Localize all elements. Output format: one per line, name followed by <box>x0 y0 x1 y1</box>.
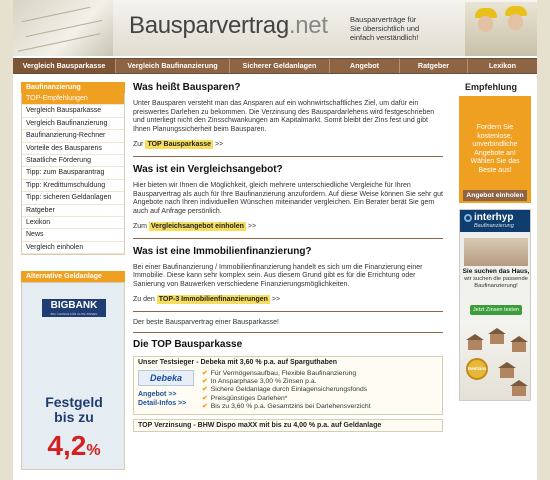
section-vergleichsangebot <box>133 164 443 239</box>
nav-sichere-geldanlagen[interactable]: Sicherer Geldanlagen <box>230 59 330 73</box>
bigbank-ad[interactable] <box>21 282 125 470</box>
family-photo <box>464 238 528 266</box>
sidebar-item-tipp-bausparantrag[interactable]: Tipp: zum Bausparantrag <box>22 167 124 179</box>
feature-item <box>202 370 371 378</box>
feature-text: In Ansparphase 3,00 % Zinsen p.a. <box>210 378 317 386</box>
section-title: Was ist eine Immobilienfinanzierung? <box>133 245 312 257</box>
rate-value: 4,2 <box>47 430 87 462</box>
interhyp-headline: Sie suchen das Haus, <box>462 268 530 275</box>
top-bausparkasse-title: Die TOP Bausparkasse <box>133 338 243 350</box>
main-nav <box>13 58 537 74</box>
sidebar-item-vergleich-bausparkasse[interactable]: Vergleich Bausparkasse <box>22 105 124 117</box>
offer-head: Unser Testsieger - Debeka mit 3,60 % p.a. auf Sparguthaben <box>138 358 338 366</box>
vergleichsangebot-link[interactable]: Vergleichsangebot einholen <box>150 222 244 230</box>
interhyp-ad[interactable] <box>459 209 531 401</box>
nav-vergleich-baufinanzierung[interactable]: Vergleich Baufinanzierung <box>116 59 230 73</box>
main-content <box>133 82 443 436</box>
interhyp-ring-icon <box>464 214 472 222</box>
check-icon: ✔ <box>202 369 208 377</box>
empfehlung-text: Fordern Sie kostenlose, unverbindliche Angebote an! Wählen Sie das Beste aus! <box>470 124 520 174</box>
link-arrows: >> <box>214 140 224 148</box>
offer-features <box>202 370 371 411</box>
festgeld-line-2: bis zu <box>54 409 94 426</box>
bestzins-coin-icon: Bestzins <box>466 358 488 380</box>
page <box>13 0 537 480</box>
sidebar-item-lexikon[interactable]: Lexikon <box>22 217 124 229</box>
interhyp-brand: interhyp <box>474 212 514 223</box>
link-arrows: >> <box>247 222 257 230</box>
offer-bhw <box>133 419 443 432</box>
debeka-logo: Debeka <box>138 370 194 386</box>
left-sidebar <box>21 82 125 470</box>
sidebar-menu <box>21 93 125 255</box>
workers-photo <box>465 2 537 56</box>
top-bausparkasse-link[interactable]: TOP Bausparkasse <box>147 140 212 148</box>
empfehlung-box <box>459 96 531 203</box>
sidebar-item-vergleich-baufinanzierung[interactable]: Vergleich Baufinanzierung <box>22 118 124 130</box>
nav-angebot[interactable]: Angebot <box>330 59 400 73</box>
section-text: Unter Bausparen versteht man das Ansparen auf ein wohnwirtschaftliches Ziel, um dafür ein preiswertes Darlehen zu bekommen. Die Verzinsung des Bauspardarlehens wird festgeschrieben und unterliegt nicht den Zinsschwankungen am Kapitalmarkt. Somit bleibt der Zins fest und gibt Ihnen Planungssicherheit beim Bausparen. <box>133 100 435 134</box>
header <box>13 0 537 56</box>
link-prefix: Zu den <box>133 295 155 303</box>
section-immobilienfinanzierung <box>133 246 443 312</box>
feature-text: Sichere Geldanlage durch Einlagensicherungsfonds <box>210 386 368 394</box>
nav-lexikon[interactable]: Lexikon <box>488 61 517 70</box>
logo-text: Bausparvertrag <box>129 12 289 39</box>
sidebar-item-tipp-umschuldung[interactable]: Tipp: Kredittumschuldung <box>22 180 124 192</box>
tagline-line-1: Bausparverträge für <box>350 15 417 24</box>
section-link-row <box>133 141 443 148</box>
feature-text: Für Vermögensaufbau, Flexible Baufinanzierung <box>210 369 357 377</box>
section-title: Was ist ein Vergleichsangebot? <box>133 163 283 175</box>
sidebar-item-news[interactable]: News <box>22 229 124 241</box>
section-text: Bei einer Baufinanzierung / Immobilienfinanzierung handelt es sich um die Finanzierung einer Immobilie. Diese kann sehr komplex sein. Aus diesem Grund gibt es für die Errichtung oder Sanierung von Bauwerken verschiedene Finanzierungsmöglichkeiten. <box>133 263 423 289</box>
angebot-link[interactable]: Angebot >> <box>138 390 177 398</box>
feature-text: Preisgünstiges Darlehen* <box>210 394 288 402</box>
rate-unit: % <box>86 442 101 460</box>
sidebar-item-rechner[interactable]: Baufinanzierung-Rechner <box>22 130 124 142</box>
bigbank-logo <box>42 299 106 317</box>
festgeld-text <box>22 395 125 425</box>
tagline <box>350 15 470 42</box>
link-prefix: Zum <box>133 222 147 230</box>
interhyp-sub: Baufinanzierung <box>474 223 514 229</box>
empfehlung-title: Empfehlung <box>465 82 517 92</box>
interhyp-logo <box>460 210 531 232</box>
nav-ratgeber[interactable]: Ratgeber <box>400 59 468 73</box>
check-icon: ✔ <box>202 386 208 394</box>
sidebar-item-foerderung[interactable]: Staatliche Förderung <box>22 155 124 167</box>
feature-item <box>202 395 371 403</box>
check-icon: ✔ <box>202 378 208 386</box>
section-title: Was heißt Bausparen? <box>133 82 241 93</box>
sidebar-item-vergleich-einholen[interactable]: Vergleich einholen <box>22 242 124 254</box>
feature-item <box>202 378 371 386</box>
detail-infos-link[interactable]: Detail-Infos >> <box>138 399 187 407</box>
interhyp-button[interactable]: Jetzt Zinsen testen <box>470 305 522 315</box>
sidebar-item-vorteile[interactable]: Vorteile des Bausparens <box>22 143 124 155</box>
section-text: Hier bieten wir Ihnen die Möglichkeit, gleich mehrere unterschiedliche Vergleiche für Ihren Bausparvertrag als auch für Ihre Baufinanzierung anzufordern. Auf diese Weise können Sie sehr gut Angebote nach Ihren individuellen Wünschen miteinander vergleichen. Ein Berater berät Sie gern auch auf Anfrage persönlich. <box>133 181 444 215</box>
sidebar-item-ratgeber[interactable]: Ratgeber <box>22 205 124 217</box>
section-link-row <box>133 223 443 230</box>
section-bausparen <box>133 82 443 157</box>
sidebar-item-top-empfehlungen[interactable]: TOP-Empfehlungen <box>22 93 124 105</box>
top3-immobilien-link[interactable]: TOP-3 Immobilienfinanzierungen <box>158 295 268 303</box>
feature-item <box>202 403 371 411</box>
right-sidebar <box>455 82 537 401</box>
check-icon: ✔ <box>202 394 208 402</box>
nav-vergleich-bausparkasse[interactable]: Vergleich Bausparkasse <box>13 59 116 73</box>
site-logo[interactable] <box>129 12 328 40</box>
link-arrows: >> <box>271 295 281 303</box>
link-prefix: Zur <box>133 140 144 148</box>
tagline-line-3: einfach verständlich! <box>350 33 419 42</box>
logo-tld: .net <box>288 12 328 39</box>
angebot-einholen-button[interactable]: Angebot einholen <box>463 190 527 201</box>
section-link-row <box>133 296 443 303</box>
offer-body <box>134 368 442 414</box>
festgeld-rate <box>22 431 125 466</box>
blueprint-image <box>13 0 113 56</box>
feature-text: Bis zu 3,60 % p.a. Gesamtzins bei Darlehensverzicht <box>210 402 371 410</box>
offer-debeka <box>133 356 443 415</box>
festgeld-line-1: Festgeld <box>45 394 103 411</box>
alt-ad-title: Alternative Geldanlage <box>21 271 125 282</box>
bigbank-brand: BIGBANK <box>50 300 98 312</box>
check-icon: ✔ <box>202 402 208 410</box>
interhyp-subline: wir suchen die passende Baufinanzierung! <box>464 276 528 289</box>
feature-item <box>202 386 371 394</box>
sidebar-item-tipp-geldanlagen[interactable]: Tipp: sicheren Geldanlagen <box>22 192 124 204</box>
short-note: Der beste Bausparvertrag einer Bausparkasse! <box>133 319 443 333</box>
offer-head: TOP Verzinsung - BHW Dispo maXX mit bis zu 4,00 % p.a. auf Geldanlage <box>138 422 382 430</box>
bigbank-brand-sub: BIG CHANCE FÜR GUTE ZINSEN <box>50 312 98 317</box>
offer-left <box>138 370 202 411</box>
sidebar-title: Baufinanzierung <box>21 82 125 93</box>
tagline-line-2: Sie übersichtlich und <box>350 24 420 33</box>
